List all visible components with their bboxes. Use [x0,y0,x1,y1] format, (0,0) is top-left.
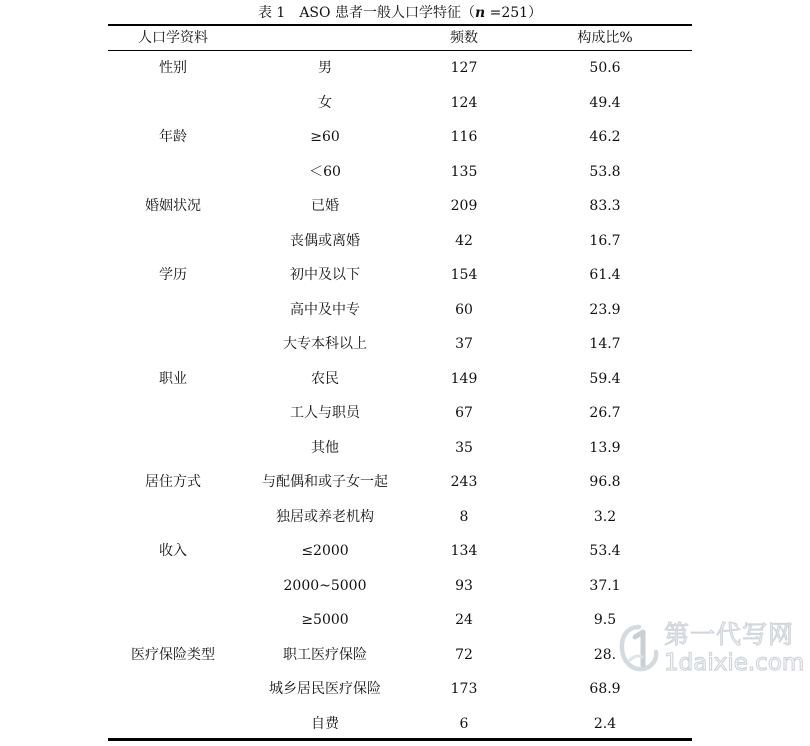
watermark [618,620,803,678]
cell-subcategory: 独居或养老机构 [276,508,374,525]
cell-category: 职业 [159,370,187,387]
cell-frequency: 124 [450,94,478,111]
cell-frequency: 24 [455,612,473,628]
cell-percent: 50.6 [589,60,621,76]
cell-category: 医疗保险类型 [131,646,215,663]
cell-percent: 2.4 [593,715,617,732]
cell-percent: 61.4 [589,267,621,283]
cell-subcategory: 工人与职员 [290,405,360,421]
cell-frequency: 149 [450,370,478,387]
cell-category: 年龄 [159,129,187,145]
cell-subcategory: ＜60 [309,163,341,180]
cell-frequency: 37 [455,336,473,352]
cell-frequency: 116 [450,129,478,145]
cell-percent: 23.9 [589,301,621,318]
cell-frequency: 243 [450,474,478,490]
cell-category: 学历 [159,267,187,283]
cell-subcategory: 丧偶或离婚 [290,232,360,249]
cell-category: 婚姻状况 [145,198,201,214]
cell-frequency: 72 [455,646,473,663]
header-frequency: 频数 [450,30,478,46]
cell-category: 性别 [159,60,187,76]
swirl-number-one-logo-icon [618,622,660,674]
cell-subcategory: 自费 [311,715,339,732]
cell-subcategory: 职工医疗保险 [283,646,367,663]
table-caption [0,3,800,23]
table-bottom-rule [108,738,692,741]
header-demographic-item: 人口学资料 [138,30,208,46]
cell-percent: 68.9 [589,681,621,697]
cell-frequency: 134 [450,543,478,559]
cell-subcategory: 初中及以下 [290,267,360,283]
cell-percent: 13.9 [589,439,621,456]
cell-subcategory: 女 [318,94,332,111]
cell-frequency: 42 [455,232,473,249]
cell-percent: 28. [593,646,617,663]
cell-frequency: 8 [459,508,469,525]
cell-percent: 53.8 [589,163,621,180]
cell-subcategory: ≥60 [310,129,340,145]
cell-frequency: 209 [450,198,478,214]
cell-subcategory: ≥5000 [301,612,349,628]
cell-percent: 16.7 [589,232,621,249]
cell-subcategory: 大专本科以上 [283,336,367,352]
cell-subcategory: 农民 [311,370,339,387]
table-caption-count: =251） [485,5,543,21]
cell-percent: 14.7 [589,336,621,352]
cell-frequency: 154 [450,267,478,283]
cell-percent: 37.1 [589,577,621,594]
cell-subcategory: 与配偶和或子女一起 [262,474,388,490]
cell-subcategory: 其他 [311,439,339,456]
cell-frequency: 60 [455,301,473,318]
cell-percent: 49.4 [589,94,621,111]
cell-subcategory: 已婚 [311,198,339,214]
cell-frequency: 6 [459,715,469,732]
cell-subcategory: 城乡居民医疗保险 [269,681,381,697]
cell-percent: 53.4 [589,543,621,559]
table-caption-n-symbol: n [474,5,486,21]
table-header-rule [108,50,692,51]
cell-percent: 83.3 [589,198,621,214]
watermark-site-url: 1daixie.com [664,650,805,676]
cell-frequency: 127 [450,60,478,76]
cell-percent: 96.8 [589,474,621,490]
cell-frequency: 93 [455,577,473,594]
cell-percent: 9.5 [593,612,617,628]
cell-percent: 3.2 [593,508,617,525]
cell-frequency: 35 [455,439,473,456]
cell-percent: 26.7 [589,405,621,421]
cell-frequency: 67 [455,405,473,421]
cell-frequency: 135 [450,163,478,180]
table-top-rule [108,24,692,26]
table-caption-number: 表 1 [257,5,286,21]
cell-subcategory: 2000~5000 [283,577,367,594]
cell-category: 居住方式 [145,474,201,490]
cell-subcategory: 男 [318,60,332,76]
cell-subcategory: 高中及中专 [290,301,360,318]
cell-subcategory: ≤2000 [301,543,349,559]
cell-category: 收入 [159,543,187,559]
header-percent: 构成比% [577,30,633,46]
cell-percent: 46.2 [589,129,621,145]
cell-percent: 59.4 [589,370,621,387]
watermark-site-name: 第一代写网 [664,620,795,649]
cell-frequency: 173 [450,681,478,697]
table-caption-title: ASO 患者一般人口学特征（ [299,5,475,21]
